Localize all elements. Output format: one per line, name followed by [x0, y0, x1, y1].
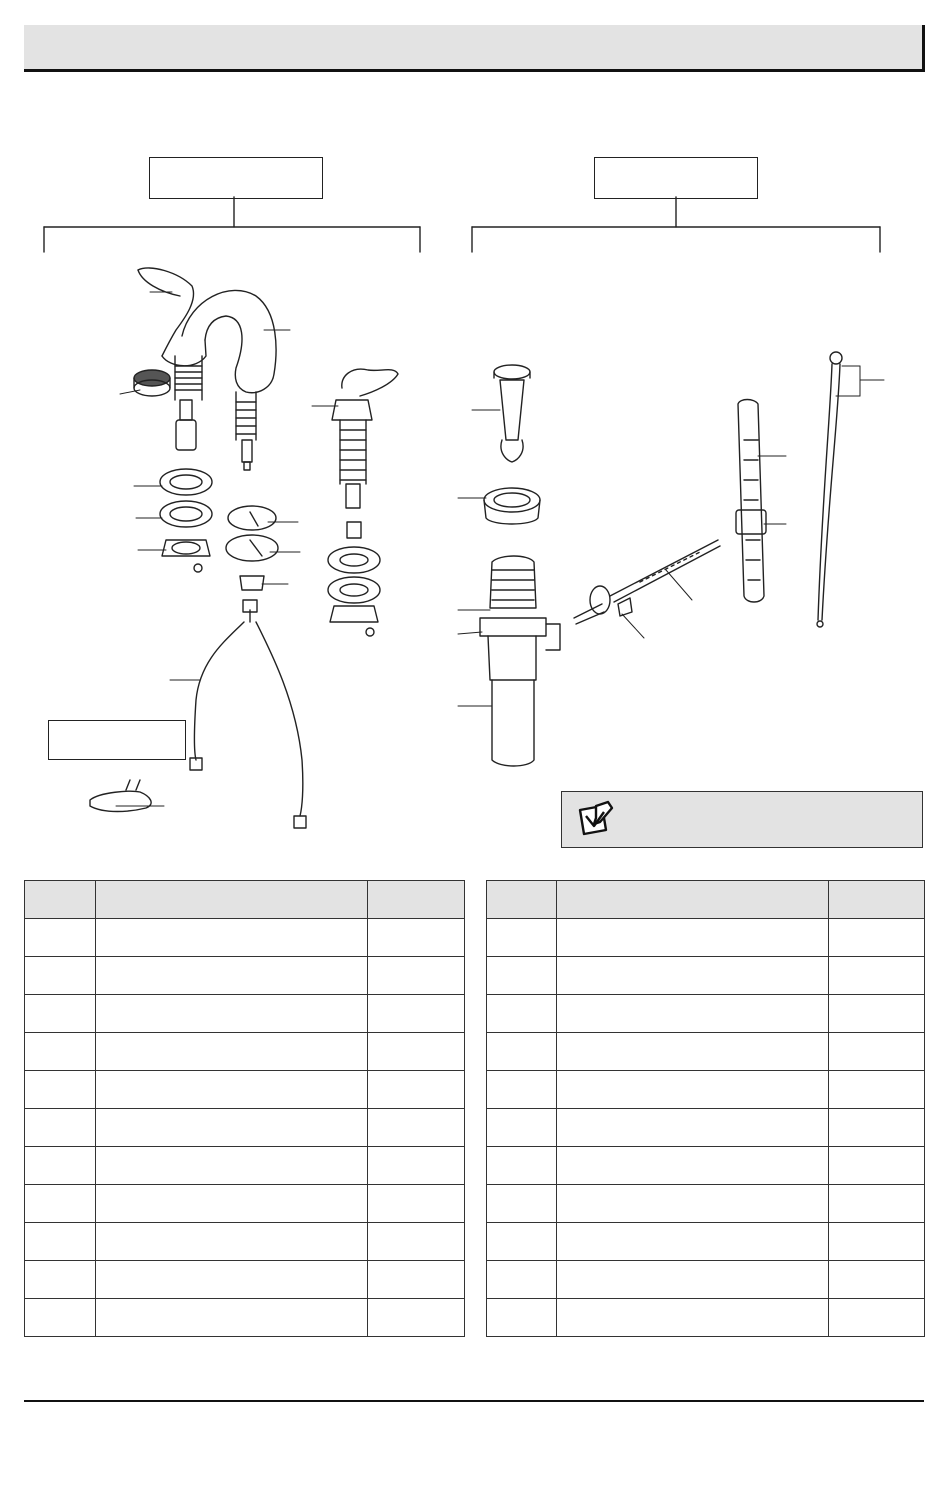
table-row [487, 1071, 925, 1109]
pivot-rod-illustration [574, 540, 720, 624]
quantity-cell [368, 1299, 465, 1337]
description-cell [557, 1071, 829, 1109]
part-cell [25, 919, 96, 957]
quantity-cell [829, 1033, 925, 1071]
description-cell [96, 1109, 368, 1147]
part-column-header [487, 881, 557, 919]
drain-parts-table [486, 880, 925, 1337]
description-cell [96, 1299, 368, 1337]
description-cell [557, 1109, 829, 1147]
quantity-cell [829, 995, 925, 1033]
description-cell [96, 957, 368, 995]
part-cell [487, 1299, 557, 1337]
quantity-cell [829, 1185, 925, 1223]
part-cell [25, 1033, 96, 1071]
description-cell [557, 1261, 829, 1299]
part-column-header [25, 881, 96, 919]
quantity-cell [829, 1299, 925, 1337]
quantity-cell [368, 1261, 465, 1299]
table-header-row [25, 881, 465, 919]
part-cell [487, 1147, 557, 1185]
note-box [561, 791, 923, 848]
faucet-parts-table [24, 880, 465, 1337]
table-row [25, 1299, 465, 1337]
description-cell [96, 1223, 368, 1261]
lift-rod-illustration [817, 352, 842, 627]
table-row [487, 1185, 925, 1223]
part-cell [487, 1071, 557, 1109]
description-cell [96, 1071, 368, 1109]
aerator-illustration [134, 370, 170, 396]
description-cell [96, 1185, 368, 1223]
part-cell [25, 957, 96, 995]
description-cell [557, 995, 829, 1033]
table-row [487, 995, 925, 1033]
part-cell [487, 957, 557, 995]
description-column-header [96, 881, 368, 919]
description-cell [96, 1033, 368, 1071]
note-pad-pencil-icon [576, 800, 616, 840]
part-cell [25, 1223, 96, 1261]
description-cell [557, 957, 829, 995]
quantity-cell [368, 1185, 465, 1223]
table-row [487, 919, 925, 957]
table-row [487, 1033, 925, 1071]
footer-rule [24, 1400, 924, 1402]
description-cell [96, 1147, 368, 1185]
table-row [487, 1147, 925, 1185]
supply-hose-illustration [190, 610, 306, 828]
quantity-cell [829, 1223, 925, 1261]
quantity-column-header [829, 881, 925, 919]
description-cell [557, 1185, 829, 1223]
part-cell [487, 1223, 557, 1261]
description-cell [557, 919, 829, 957]
table-row [25, 1109, 465, 1147]
drain-body-illustration [480, 556, 560, 766]
clevis-strap-illustration [736, 400, 766, 603]
quantity-cell [368, 1033, 465, 1071]
quantity-column-header [368, 881, 465, 919]
faucet-group-bracket [44, 197, 420, 252]
part-cell [25, 1147, 96, 1185]
table-row [25, 1261, 465, 1299]
part-cell [487, 1109, 557, 1147]
part-cell [487, 1185, 557, 1223]
part-cell [487, 995, 557, 1033]
description-cell [557, 1299, 829, 1337]
mounting-wrench-illustration [90, 780, 151, 812]
table-row [25, 1185, 465, 1223]
quantity-cell [829, 1109, 925, 1147]
table-row [487, 1261, 925, 1299]
part-cell [25, 1299, 96, 1337]
table-header-row [487, 881, 925, 919]
drain-flange-illustration [484, 488, 540, 524]
description-cell [557, 1223, 829, 1261]
quantity-cell [829, 1261, 925, 1299]
part-cell [25, 1185, 96, 1223]
callout-leader-lines [116, 292, 884, 806]
drain-group-bracket [472, 197, 880, 252]
quantity-cell [368, 1109, 465, 1147]
table-row [487, 1109, 925, 1147]
description-cell [557, 1147, 829, 1185]
quantity-cell [368, 1071, 465, 1109]
table-row [25, 919, 465, 957]
table-row [25, 995, 465, 1033]
popup-stopper-illustration [494, 365, 530, 462]
quantity-cell [829, 1071, 925, 1109]
faucet-washers-illustration [160, 469, 278, 612]
part-cell [487, 1033, 557, 1071]
part-cell [487, 919, 557, 957]
description-cell [96, 919, 368, 957]
table-row [25, 1033, 465, 1071]
faucet-spout-illustration [138, 268, 276, 470]
part-cell [25, 1261, 96, 1299]
table-row [487, 957, 925, 995]
part-cell [487, 1261, 557, 1299]
single-handle-valve-illustration [328, 369, 398, 636]
table-row [487, 1223, 925, 1261]
quantity-cell [829, 1147, 925, 1185]
description-cell [96, 995, 368, 1033]
quantity-cell [368, 957, 465, 995]
quantity-cell [829, 957, 925, 995]
part-cell [25, 995, 96, 1033]
quantity-cell [368, 919, 465, 957]
description-cell [96, 1261, 368, 1299]
description-cell [557, 1033, 829, 1071]
table-row [25, 1223, 465, 1261]
table-row [25, 1147, 465, 1185]
table-row [487, 1299, 925, 1337]
quantity-cell [368, 995, 465, 1033]
part-cell [25, 1071, 96, 1109]
description-column-header [557, 881, 829, 919]
quantity-cell [368, 1223, 465, 1261]
quantity-cell [368, 1147, 465, 1185]
part-cell [25, 1109, 96, 1147]
quantity-cell [829, 919, 925, 957]
table-row [25, 957, 465, 995]
table-row [25, 1071, 465, 1109]
